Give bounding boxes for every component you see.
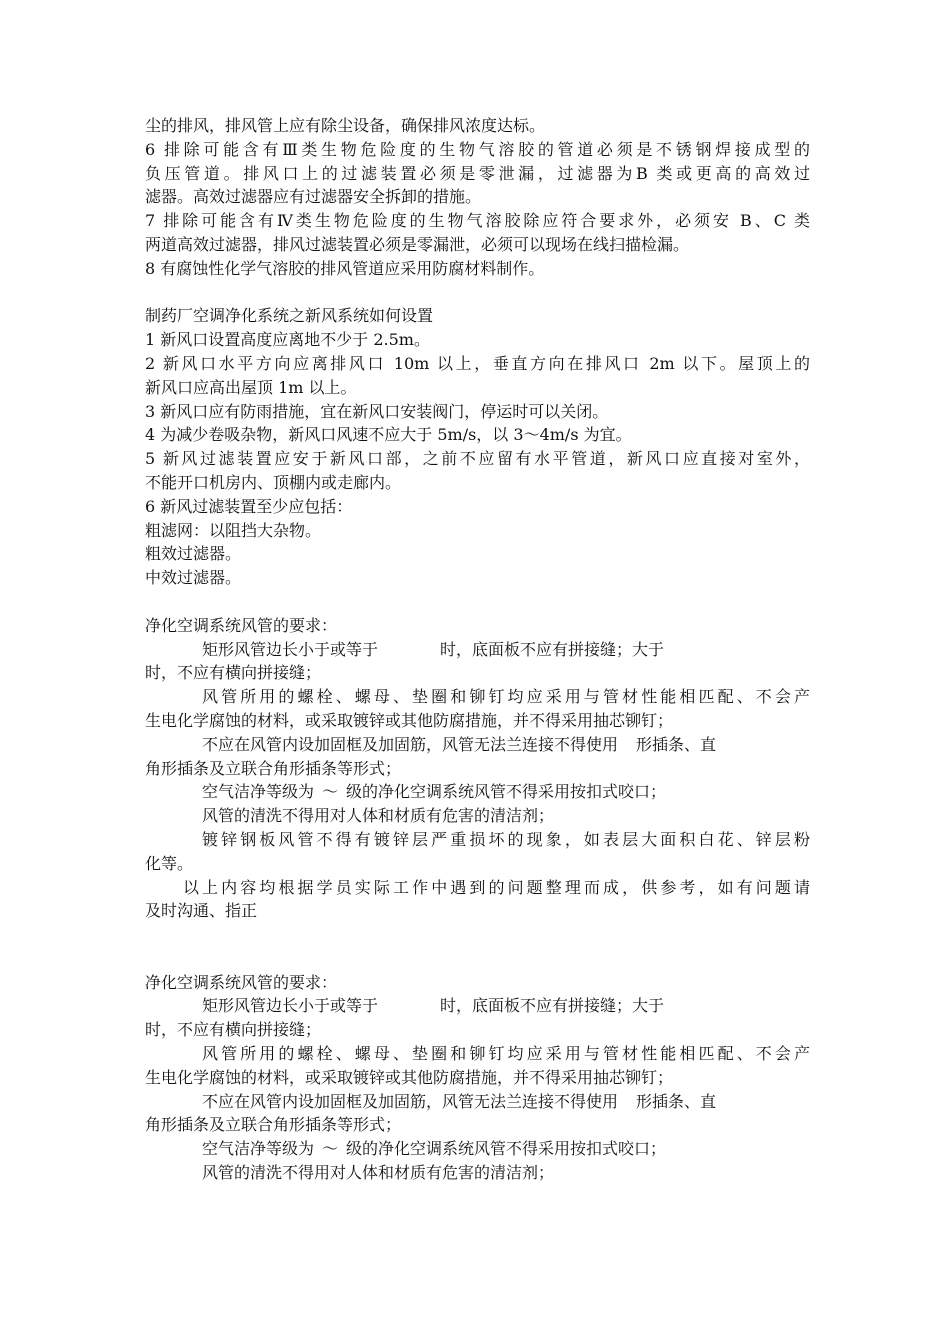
text-line: 1 新风口设置高度应离地不少于 2.5m。 [145, 330, 430, 350]
text-line: 角形插条及立联合角形插条等形式； [145, 1115, 402, 1135]
paragraph-spacer [145, 590, 810, 614]
text-line: 粗滤网：以阻挡大杂物。 [145, 520, 322, 540]
text-fragment: ～ [322, 782, 339, 802]
paragraph-spacer [145, 923, 810, 971]
text-line: 8 有腐蚀性化学气溶胶的排风管道应采用防腐材料制作。 [145, 258, 545, 278]
text-fragment: 级的净化空调系统风管不得采用按扣式咬口； [346, 782, 667, 802]
text-line: 风管的清洗不得用对人体和材质有危害的清洁剂； [202, 806, 555, 826]
paragraph-spacer [145, 281, 810, 305]
text-line: 两道高效过滤器，排风过滤装置必须是零漏泄，必须可以现场在线扫描检漏。 [145, 234, 690, 254]
section-title: 制药厂空调净化系统之新风系统如何设置 [145, 306, 434, 326]
text-fragment: 形插条、直 [636, 734, 717, 754]
text-line: 2 新风口水平方向应离排风口 10m 以上，垂直方向在排风口 2m 以下。屋顶上的 [145, 353, 810, 373]
text-line: 生电化学腐蚀的材料，或采取镀锌或其他防腐措施，并不得采用抽芯铆钉； [145, 1067, 674, 1087]
text-fragment: 时，底面板不应有拼接缝；大于 [440, 996, 665, 1016]
text-line: 6 新风过滤装置至少应包括： [145, 496, 353, 516]
text-line [145, 994, 810, 1018]
text-line: 生电化学腐蚀的材料，或采取镀锌或其他防腐措施，并不得采用抽芯铆钉； [145, 710, 674, 730]
text-fragment: 时，底面板不应有拼接缝；大于 [440, 639, 665, 659]
text-fragment: 不应在风管内设加固框及加固筋，风管无法兰连接不得使用 [202, 1091, 619, 1111]
text-line [145, 1137, 810, 1161]
note-line: 及时沟通、指正 [145, 901, 258, 921]
document-body [145, 114, 810, 1185]
text-fragment: 级的净化空调系统风管不得采用按扣式咬口； [346, 1139, 667, 1159]
note-line: 以上内容均根据学员实际工作中遇到的问题整理而成，供参考，如有问题请 [183, 877, 810, 897]
text-fragment: 形插条、直 [636, 1091, 717, 1111]
text-fragment: 矩形风管边长小于或等于 [202, 996, 379, 1016]
text-line: 滤器。高效过滤器应有过滤器安全拆卸的措施。 [145, 187, 482, 207]
text-line: 时，不应有横向拼接缝； [145, 663, 322, 683]
text-line: 负压管道。排风口上的过滤装置必须是零泄漏，过滤器为B 类或更高的高效过 [145, 163, 810, 183]
text-line: 尘的排风，排风管上应有除尘设备，确保排风浓度达标。 [145, 116, 546, 135]
text-line: 新风口应高出屋顶 1m 以上。 [145, 377, 357, 397]
text-fragment: 空气洁净等级为 [202, 1139, 315, 1159]
fresh-air-section [145, 304, 810, 590]
text-line [145, 780, 810, 804]
text-fragment: 矩形风管边长小于或等于 [202, 639, 379, 659]
duct-requirements-section [145, 614, 810, 923]
text-fragment: ～ [322, 1139, 339, 1159]
text-line [145, 638, 810, 662]
exhaust-section [145, 114, 810, 281]
text-line: 镀锌钢板风管不得有镀锌层严重损坏的现象，如表层大面积白花、锌层粉 [202, 829, 810, 849]
text-fragment: 空气洁净等级为 [202, 782, 315, 802]
section-title: 净化空调系统风管的要求： [145, 615, 338, 635]
text-fragment: 不应在风管内设加固框及加固筋，风管无法兰连接不得使用 [202, 734, 619, 754]
text-line: 4 为减少卷吸杂物，新风口风速不应大于 5m/s，以 3～4m/s 为宜。 [145, 425, 632, 445]
text-line: 3 新风口应有防雨措施，宜在新风口安装阀门，停运时可以关闭。 [145, 401, 609, 421]
text-line: 7 排除可能含有Ⅳ类生物危险度的生物气溶胶除应符合要求外，必须安 B、C 类 [145, 211, 810, 231]
text-line: 时，不应有横向拼接缝； [145, 1020, 322, 1040]
text-line: 粗效过滤器。 [145, 544, 242, 564]
text-line [145, 1090, 810, 1114]
text-line: 中效过滤器。 [145, 568, 242, 588]
text-line: 风管所用的螺栓、螺母、垫圈和铆钉均应采用与管材性能相匹配、不会产 [202, 687, 810, 707]
section-title: 净化空调系统风管的要求： [145, 972, 338, 992]
text-line: 化等。 [145, 853, 194, 873]
text-line: 不能开口机房内、顶棚内或走廊内。 [145, 472, 402, 492]
text-line [145, 733, 810, 757]
text-line: 角形插条及立联合角形插条等形式； [145, 758, 402, 778]
text-line: 5 新风过滤装置应安于新风口部，之前不应留有水平管道，新风口应直接对室外， [145, 449, 810, 469]
duct-requirements-section-repeat [145, 971, 810, 1185]
text-line: 风管所用的螺栓、螺母、垫圈和铆钉均应采用与管材性能相匹配、不会产 [202, 1044, 810, 1064]
text-line: 风管的清洗不得用对人体和材质有危害的清洁剂； [202, 1163, 555, 1183]
text-line: 6 排除可能含有Ⅲ类生物危险度的生物气溶胶的管道必须是不锈钢焊接成型的 [145, 139, 810, 159]
